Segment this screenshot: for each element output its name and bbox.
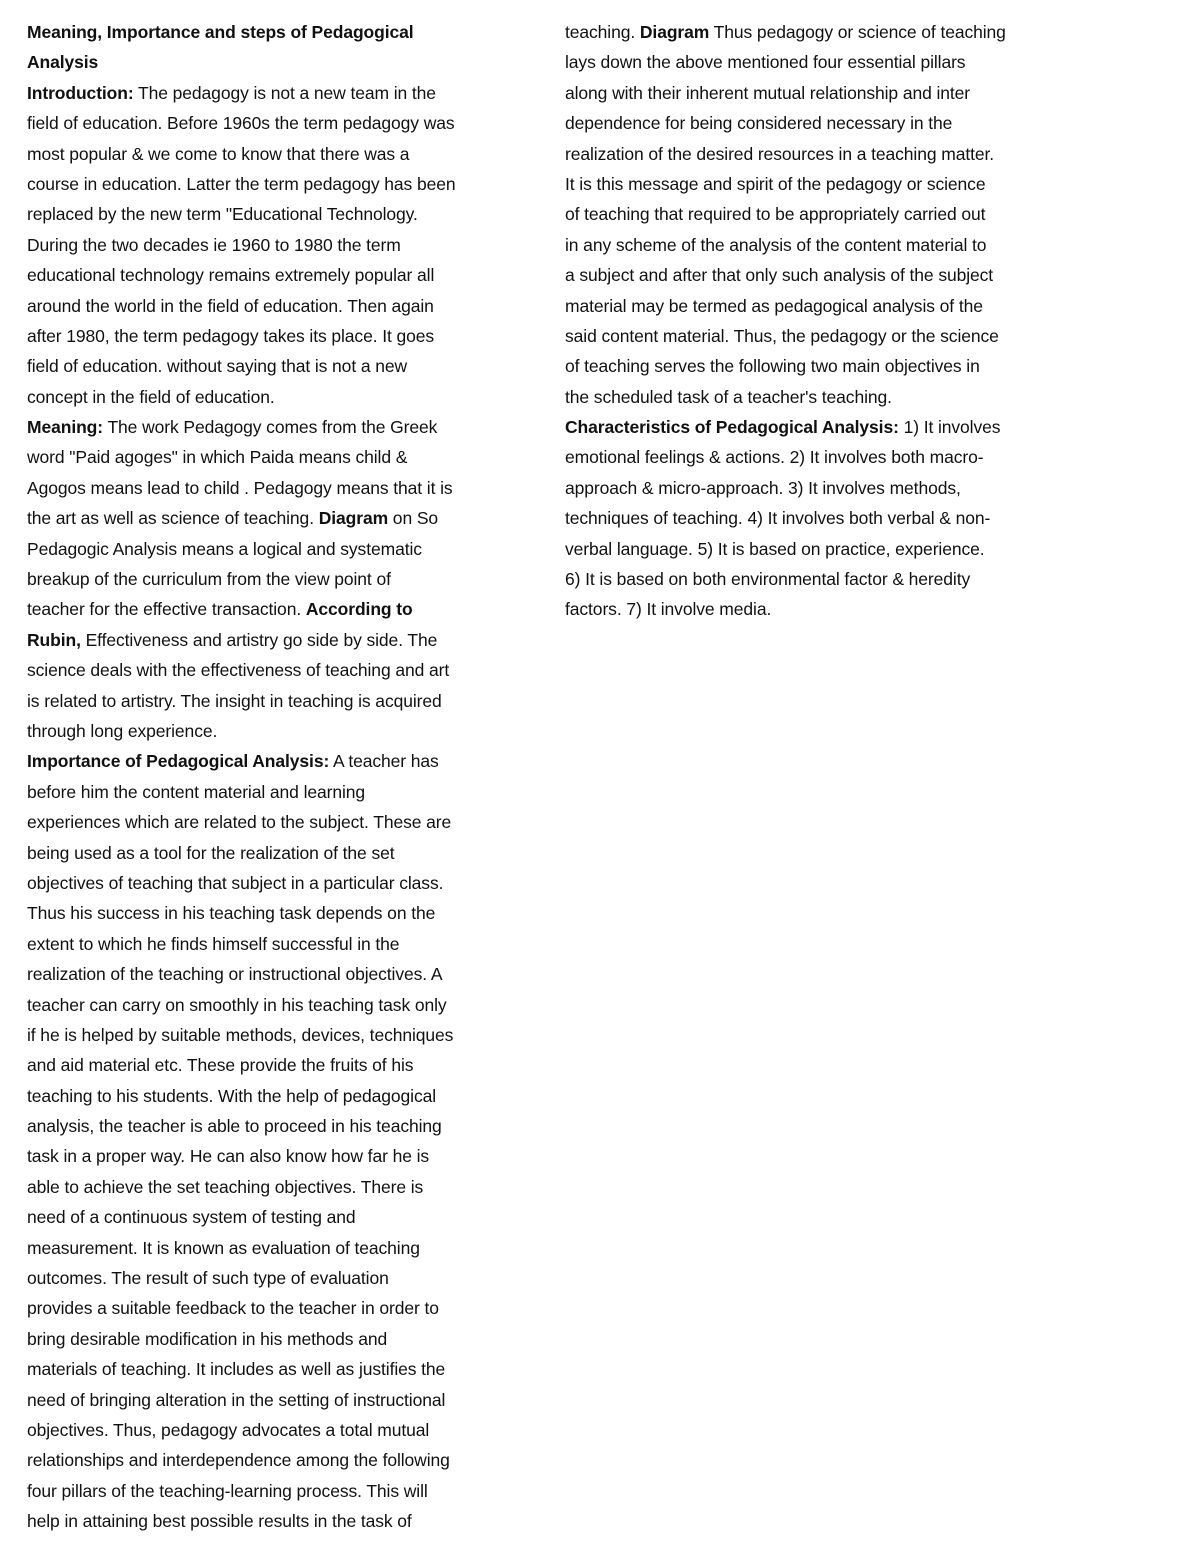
text-segment: course in education. Latter the term pedagogy has been	[27, 173, 456, 194]
text-segment: dependence for being considered necessary in the	[565, 113, 953, 134]
text-line	[27, 1020, 523, 1050]
text-segment: provides a suitable feedback to the teacher in order to	[27, 1298, 439, 1319]
text-segment: 1) It involves	[898, 417, 1001, 438]
text-segment: the art as well as science of teaching.	[27, 508, 319, 529]
text-line	[27, 1324, 523, 1354]
text-segment: word "Paid agoges" in which Paida means child &	[27, 447, 408, 468]
text-segment: help in attaining best possible results in the task of	[27, 1511, 412, 1532]
text-line	[27, 686, 523, 716]
text-segment: realization of the desired resources in a teaching matter.	[565, 143, 995, 164]
text-line	[27, 1263, 523, 1293]
text-line	[565, 321, 1065, 351]
text-line	[27, 1506, 523, 1536]
text-line	[27, 534, 523, 564]
text-segment: replaced by the new term "Educational Technology.	[27, 204, 418, 225]
text-segment: along with their inherent mutual relationship and inter	[565, 82, 971, 103]
text-segment: objectives. Thus, pedagogy advocates a total mutual	[27, 1419, 430, 1440]
text-line	[27, 1385, 523, 1415]
text-segment: educational technology remains extremely popular all	[27, 265, 435, 286]
text-line	[27, 1354, 523, 1384]
text-line	[27, 898, 523, 928]
text-segment: science deals with the effectiveness of teaching and art	[27, 660, 450, 681]
text-segment: lays down the above mentioned four essential pillars	[565, 52, 966, 73]
text-segment: measurement. It is known as evaluation of teaching	[27, 1237, 420, 1258]
text-segment: through long experience.	[27, 720, 218, 741]
bold-text-segment: According to	[305, 599, 413, 620]
text-line	[565, 534, 1065, 564]
text-segment: Effectiveness and artistry go side by side. The	[80, 629, 438, 650]
text-segment: before him the content material and learning	[27, 781, 366, 802]
text-segment: extent to which he finds himself successful in the	[27, 933, 400, 954]
text-segment: field of education. without saying that is not a new	[27, 356, 408, 377]
left-column	[27, 17, 523, 1537]
text-line	[565, 291, 1065, 321]
bold-text-segment: Diagram	[318, 508, 389, 529]
text-segment: task in a proper way. He can also know how far he is	[27, 1146, 430, 1167]
text-line	[27, 169, 523, 199]
text-line	[27, 564, 523, 594]
text-line	[27, 1293, 523, 1323]
text-segment: teaching.	[565, 22, 640, 42]
text-line	[27, 108, 523, 138]
text-segment: outcomes. The result of such type of evaluation	[27, 1268, 389, 1289]
text-segment: around the world in the field of education. Then again	[27, 295, 434, 316]
text-segment: materials of teaching. It includes as well as justifies the	[27, 1359, 446, 1380]
text-segment: the scheduled task of a teacher's teaching.	[565, 386, 892, 407]
text-segment: Agogos means lead to child . Pedagogy means that it is	[27, 477, 453, 498]
right-column-body	[565, 17, 1065, 625]
text-line	[27, 1172, 523, 1202]
text-line	[565, 503, 1065, 533]
text-line	[27, 777, 523, 807]
text-segment: 6) It is based on both environmental factor & heredity	[565, 569, 971, 590]
text-line	[565, 78, 1065, 108]
text-line	[27, 382, 523, 412]
left-column-body	[27, 78, 523, 1537]
text-segment: It is this message and spirit of the pedagogy or science	[565, 173, 986, 194]
text-line	[27, 139, 523, 169]
text-line	[27, 442, 523, 472]
text-segment: Thus pedagogy or science of teaching	[709, 22, 1006, 42]
text-line	[565, 139, 1065, 169]
text-line	[27, 1081, 523, 1111]
text-segment: teaching to his students. With the help of pedagogical	[27, 1085, 437, 1106]
text-line	[27, 230, 523, 260]
text-segment: techniques of teaching. 4) It involves both verbal & non-	[565, 508, 991, 529]
text-segment: in any scheme of the analysis of the content material to	[565, 234, 987, 255]
text-line	[27, 291, 523, 321]
text-segment: of teaching that required to be appropriately carried out	[565, 204, 986, 225]
text-line	[27, 868, 523, 898]
text-segment: and aid material etc. These provide the fruits of his	[27, 1055, 414, 1076]
text-line	[27, 594, 523, 624]
text-line	[27, 1415, 523, 1445]
text-segment: four pillars of the teaching-learning process. This will	[27, 1480, 428, 1501]
text-line	[27, 78, 523, 108]
text-segment: need of a continuous system of testing and	[27, 1207, 356, 1228]
text-segment: need of bringing alteration in the setting of instructional	[27, 1389, 446, 1410]
text-line	[27, 929, 523, 959]
text-segment: Pedagogic Analysis means a logical and systematic	[27, 538, 422, 559]
text-line	[565, 442, 1065, 472]
text-line	[27, 655, 523, 685]
bold-text-segment: Characteristics of Pedagogical Analysis:	[565, 417, 899, 438]
document-title-line-2: Analysis	[27, 52, 99, 73]
bold-text-segment: Rubin,	[27, 629, 81, 650]
text-line	[565, 17, 1065, 47]
text-segment: A teacher has	[329, 751, 439, 772]
text-segment: after 1980, the term pedagogy takes its place. It goes	[27, 325, 435, 346]
text-line	[27, 1445, 523, 1475]
text-segment: approach & micro-approach. 3) It involves methods,	[565, 477, 961, 498]
text-line	[565, 260, 1065, 290]
text-line	[27, 746, 523, 776]
text-segment: most popular & we come to know that there was a	[27, 143, 410, 164]
text-segment: is related to artistry. The insight in teaching is acquired	[27, 690, 442, 711]
text-segment: breakup of the curriculum from the view point of	[27, 569, 391, 590]
text-segment: realization of the teaching or instructional objectives. A	[27, 964, 443, 985]
text-segment: on So	[388, 508, 439, 529]
text-line	[27, 1050, 523, 1080]
text-line	[565, 230, 1065, 260]
text-segment: being used as a tool for the realization of the set	[27, 842, 395, 863]
text-line	[27, 473, 523, 503]
bold-text-segment: Importance of Pedagogical Analysis:	[27, 751, 330, 772]
text-segment: experiences which are related to the subject. These are	[27, 812, 452, 833]
text-segment: of teaching serves the following two main objectives in	[565, 356, 980, 377]
text-line	[27, 990, 523, 1020]
text-segment: teacher can carry on smoothly in his teaching task only	[27, 994, 447, 1015]
text-line	[565, 564, 1065, 594]
text-line	[27, 625, 523, 655]
text-line	[27, 1233, 523, 1263]
text-line	[27, 351, 523, 381]
text-segment: The pedagogy is not a new team in the	[133, 82, 436, 103]
text-segment: field of education. Before 1960s the term pedagogy was	[27, 113, 455, 134]
text-line	[27, 321, 523, 351]
text-line	[27, 1141, 523, 1171]
text-line	[565, 412, 1065, 442]
text-segment: analysis, the teacher is able to proceed in his teaching	[27, 1116, 442, 1137]
text-line	[565, 473, 1065, 503]
text-segment: factors. 7) It involve media.	[565, 599, 772, 620]
text-segment: able to achieve the set teaching objectives. There is	[27, 1176, 424, 1197]
text-segment: bring desirable modification in his methods and	[27, 1328, 388, 1349]
text-segment: During the two decades ie 1960 to 1980 the term	[27, 234, 401, 255]
text-line	[27, 260, 523, 290]
text-line	[565, 351, 1065, 381]
text-line	[565, 199, 1065, 229]
text-segment: a subject and after that only such analysis of the subject	[565, 265, 994, 286]
bold-text-segment: Introduction:	[27, 82, 134, 103]
text-line	[565, 594, 1065, 624]
text-segment: The work Pedagogy comes from the Greek	[103, 417, 438, 438]
text-line	[565, 108, 1065, 138]
text-segment: emotional feelings & actions. 2) It involves both macro-	[565, 447, 984, 468]
text-line	[27, 412, 523, 442]
text-segment: Thus his success in his teaching task depends on the	[27, 903, 436, 924]
bold-text-segment: Meaning:	[27, 417, 104, 438]
text-line	[27, 1202, 523, 1232]
text-segment: objectives of teaching that subject in a particular class.	[27, 872, 444, 893]
text-line	[27, 716, 523, 746]
text-line	[27, 807, 523, 837]
text-segment: concept in the field of education.	[27, 386, 275, 407]
text-line	[27, 838, 523, 868]
text-line	[27, 199, 523, 229]
text-segment: relationships and interdependence among the following	[27, 1450, 450, 1471]
text-line	[27, 1476, 523, 1506]
document-title-line-1: Meaning, Importance and steps of Pedagogical	[27, 22, 414, 42]
text-line	[565, 47, 1065, 77]
text-segment: said content material. Thus, the pedagogy or the science	[565, 325, 999, 346]
text-line	[565, 169, 1065, 199]
right-column	[565, 17, 1065, 625]
text-line	[565, 382, 1065, 412]
text-segment: material may be termed as pedagogical analysis of the	[565, 295, 983, 316]
text-segment: if he is helped by suitable methods, devices, techniques	[27, 1024, 454, 1045]
text-line	[27, 503, 523, 533]
text-line	[27, 1111, 523, 1141]
text-segment: verbal language. 5) It is based on practice, experience.	[565, 538, 985, 559]
text-segment: teacher for the effective transaction.	[27, 599, 306, 620]
text-line	[27, 959, 523, 989]
bold-text-segment: Diagram	[639, 22, 710, 42]
